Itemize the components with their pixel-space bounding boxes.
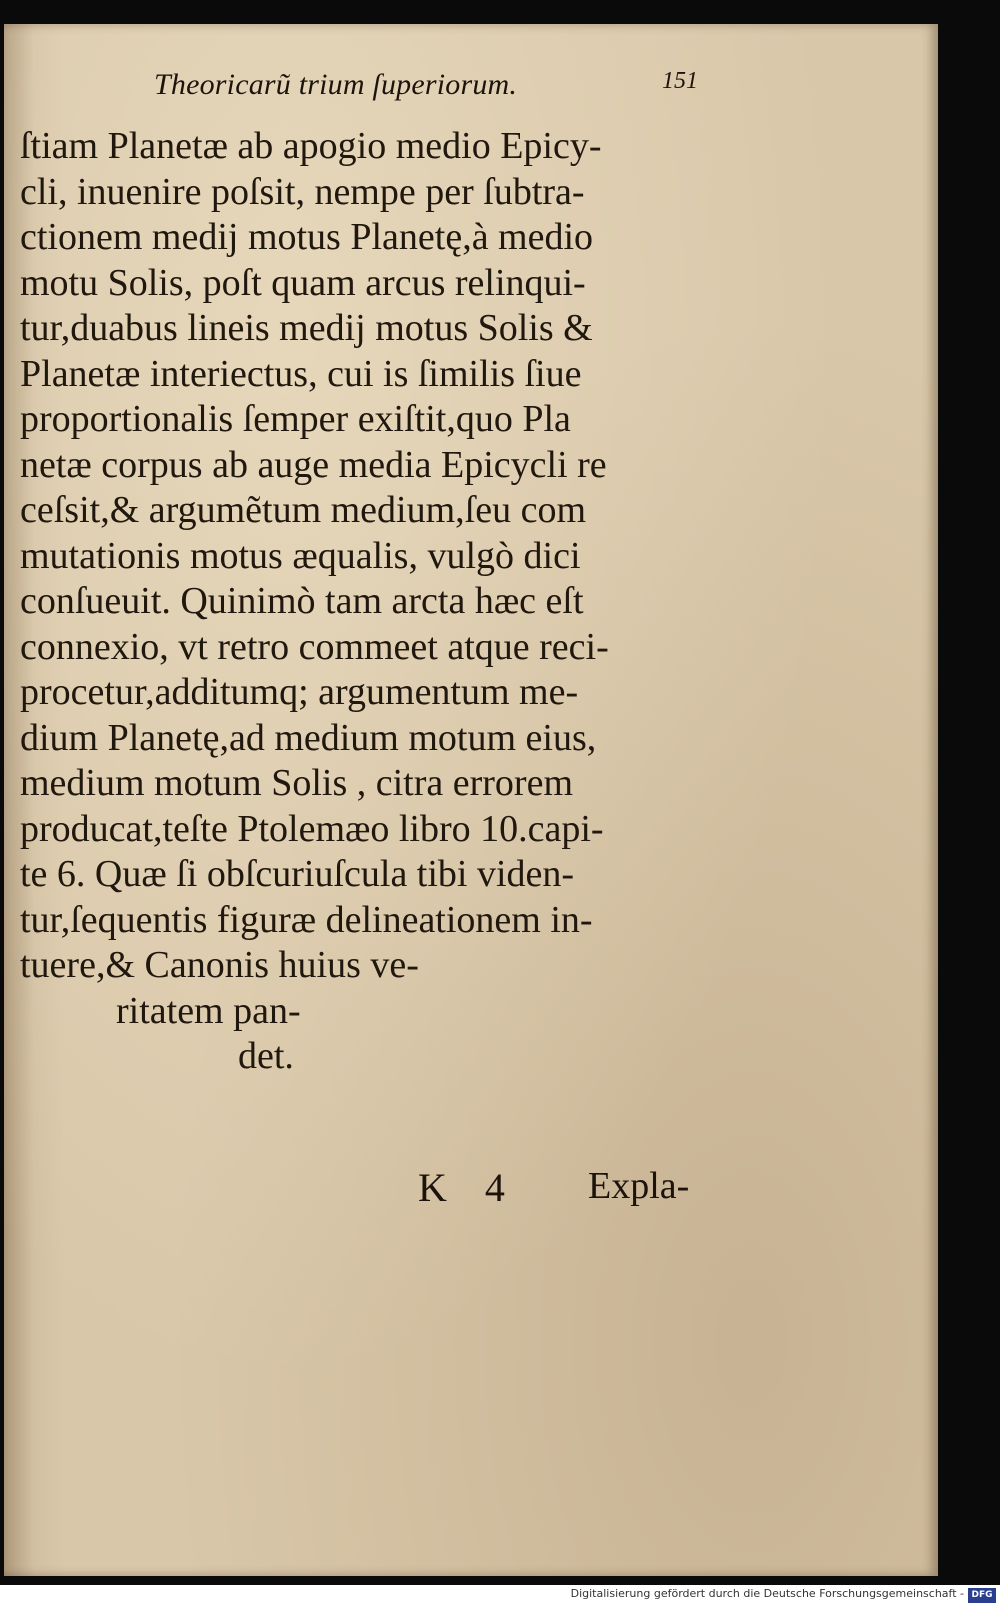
text-line: producat,teſte Ptolemæo libro 10.capi- [20,807,604,850]
book-page [4,24,938,1576]
text-line: motu Solis, poſt quam arcus relinqui- [20,261,586,304]
body-text [20,124,720,1080]
text-line: ceſsit,& argumẽtum medium,ſeu com [20,489,587,531]
text-line: Planetæ interiectus, cui is ſimilis ſiue [20,352,582,395]
text-line: tur,ſequentis figuræ delineationem in- [20,898,593,941]
text-line: proportionalis ſemper exiſtit,quo Pla [20,398,571,440]
text-line: conſueuit. Quinimò tam arcta hæc eſt [20,580,584,622]
text-line: ctionem medij motus Planetę,à medio [20,216,594,258]
text-line: connexio, vt retro commeet atque reci- [20,625,609,668]
text-line: tuere,& Canonis huius ve- [20,944,419,986]
folio-number: 151 [662,68,698,94]
text-line: procetur,additumq; argumentum me- [20,671,579,713]
dfg-logo: DFG [968,1588,996,1603]
text-line: mutationis motus æqualis, vulgò dici [20,534,581,577]
text-line: netæ corpus ab auge media Epicycli re [20,443,607,486]
text-line: ſtiam Planetæ ab apogio medio Epicy- [20,125,602,167]
text-line: ritatem pan- [116,989,301,1032]
text-line: cli, inuenire poſsit, nempe per ſubtra- [20,170,585,213]
footer-bar [0,1585,1000,1607]
text-line: tur,duabus lineis medij motus Solis & [20,307,593,349]
signature-mark: K 4 [418,1165,519,1210]
text-line: dium Planetę,ad medium motum eius, [20,716,597,759]
running-head: Theoricarũ trium ſuperiorum. [154,68,518,101]
catchword: Expla- [588,1165,690,1207]
text-line: det. [238,1035,294,1077]
footer-credit: Digitalisierung gefördert durch die Deutsche Forschungsgemeinschaft - [570,1587,964,1600]
text-line: medium motum Solis , citra errorem [20,762,574,804]
text-line: te 6. Quæ ſi obſcuriuſcula tibi viden- [20,853,575,895]
